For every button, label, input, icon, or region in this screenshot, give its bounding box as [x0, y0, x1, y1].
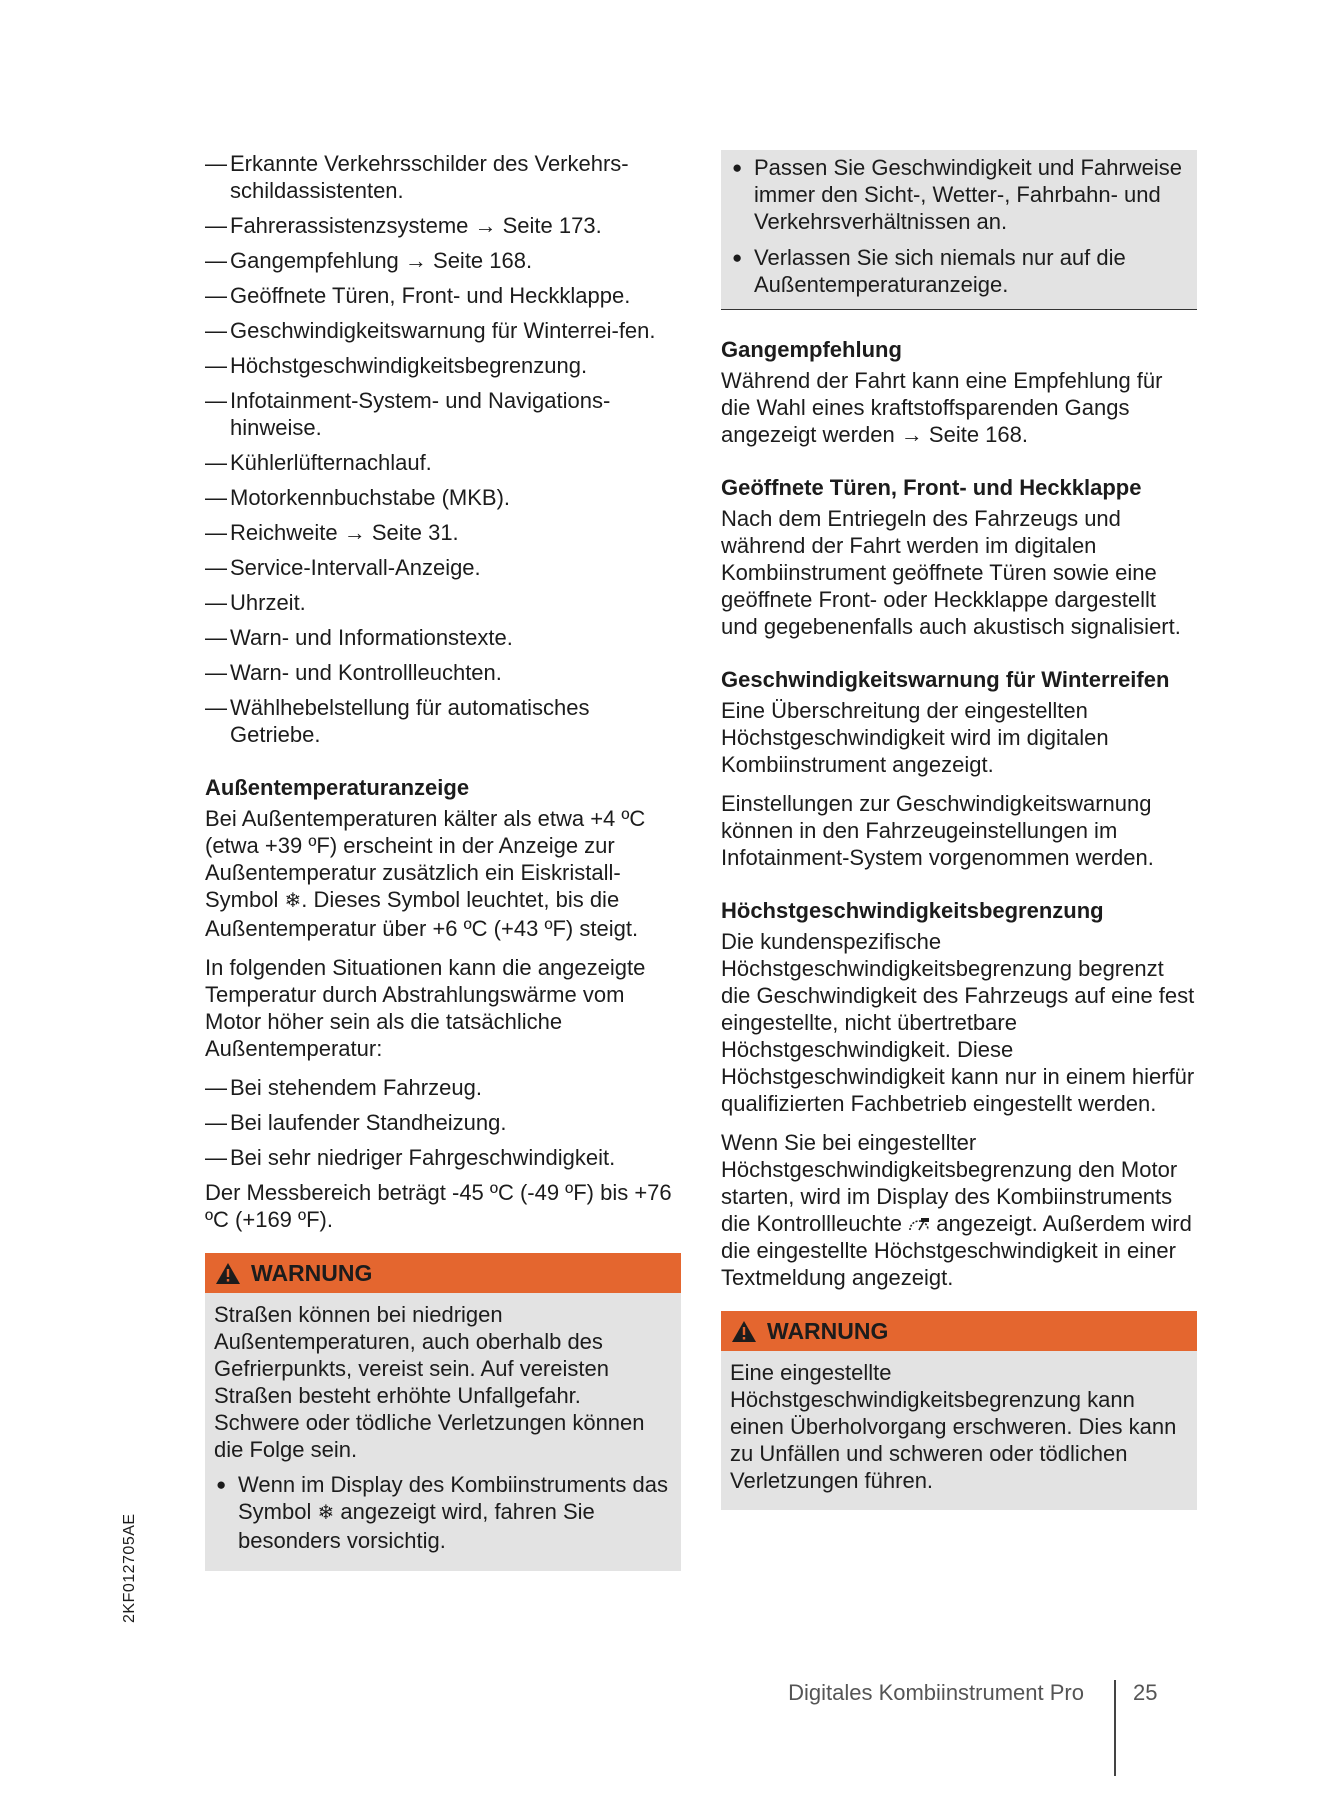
speed-limiter-icon: [908, 1217, 930, 1233]
warning-text: Eine eingestellte Höchstgeschwindigkeitsbegrenzung kann einen Überholvorgang erschweren. Dies kann zu Unfällen und schweren oder tödlichen Verletzungen führen.: [730, 1360, 1177, 1493]
warning-triangle-icon: [731, 1320, 757, 1343]
warning-title: WARNUNG: [251, 1260, 373, 1286]
situation-list: [205, 1074, 681, 1171]
list-item: — Uhrzeit.: [205, 589, 681, 616]
paragraph: Bei Außentemperaturen kälter als etwa +4 ºC (etwa +39 ºF) erscheint in der Anzeige zur Außentemperatur zusätzlich ein Eiskristall-Symbol ❄. Dieses Symbol leuchtet, bis die Außentemperatur über +6 ºC (+43 ºF) steigt.: [205, 806, 646, 941]
warning-triangle-icon: [215, 1262, 241, 1285]
warning-bullets: [214, 1471, 671, 1554]
warning-title: WARNUNG: [767, 1318, 889, 1344]
section-heading-tueren: Geöffnete Türen, Front- und Heckklappe: [721, 475, 1142, 500]
section-heading-winterreifen: Geschwindigkeitswarnung für Winterreifen: [721, 667, 1170, 692]
footer-title: Digitales Kombiinstrument Pro: [788, 1680, 1084, 1705]
paragraph: Der Messbereich beträgt -45 ºC (-49 ºF) bis +76 ºC (+169 ºF).: [205, 1180, 672, 1232]
warning-body: [205, 1293, 681, 1571]
paragraph: Einstellungen zur Geschwindigkeitswarnung können in den Fahrzeugeinstellungen im Infotainment-System vorgenommen werden.: [721, 791, 1154, 870]
warning-text: Straßen können bei niedrigen Außentemperaturen, auch oberhalb des Gefrierpunkts, vereist sein. Auf vereisten Straßen besteht erhöhte Unfallgefahr. Schwere oder tödliche Verletzungen können die Folge sein.: [214, 1302, 645, 1462]
document-code: 2KF012705AE: [121, 1513, 138, 1623]
ice-crystal-icon: ❄: [317, 1502, 335, 1524]
section-heading-aussentemperatur: Außentemperaturanzeige: [205, 775, 470, 800]
list-item: — Infotainment-System- und Navigations-hinweise.: [205, 387, 681, 441]
paragraph: Während der Fahrt kann eine Empfehlung für die Wahl eines kraftstoffsparenden Gangs angezeigt werden → Seite 168.: [721, 368, 1163, 447]
list-item: — Service-Intervall-Anzeige.: [205, 554, 681, 581]
warning-box: [205, 1253, 681, 1571]
ice-crystal-icon: ❄: [284, 890, 302, 912]
footer-divider: [1114, 1680, 1116, 1776]
list-item: — Kühlerlüfternachlauf.: [205, 449, 681, 476]
paragraph: Nach dem Entriegeln des Fahrzeugs und während der Fahrt werden im digitalen Kombiinstrument geöffnete Türen sowie eine geöffnete Front- oder Heckklappe dargestellt und gegebenenfalls auch akustisch signalisiert.: [721, 506, 1181, 639]
paragraph: Wenn Sie bei eingestellter Höchstgeschwindigkeitsbegrenzung den Motor starten, wird im Display des Kombiinstruments die Kontrollleuchte angezeigt. Außerdem wird die eingestellte Höchstgeschwindigkeit in einer Textmeldung angezeigt.: [721, 1130, 1192, 1290]
page-number: 25: [1133, 1680, 1158, 1705]
list-item: — Erkannte Verkehrsschilder des Verkehrs-schildassistenten.: [205, 150, 681, 204]
list-item: — Reichweite → Seite 31.: [205, 519, 681, 546]
list-item: — Bei sehr niedriger Fahrgeschwindigkeit.: [205, 1144, 681, 1171]
list-item: — Motorkennbuchstabe (MKB).: [205, 484, 681, 511]
warning-header: [721, 1311, 1197, 1351]
list-item: — Warn- und Informationstexte.: [205, 624, 681, 651]
list-item: — Bei laufender Standheizung.: [205, 1109, 681, 1136]
list-item: — Warn- und Kontrollleuchten.: [205, 659, 681, 686]
section-heading-gangempfehlung: Gangempfehlung: [721, 337, 902, 362]
right-column: [721, 150, 1197, 1510]
list-item: — Geschwindigkeitswarnung für Winterrei-fen.: [205, 317, 681, 344]
list-item: ● Passen Sie Geschwindigkeit und Fahrweise immer den Sicht-, Wetter-, Fahrbahn- und Verkehrsverhältnissen an.: [730, 154, 1187, 235]
paragraph: Die kundenspezifische Höchstgeschwindigkeitsbegrenzung begrenzt die Geschwindigkeit des Fahrzeugs auf eine fest eingestellte, nicht übertretbare Höchstgeschwindigkeit. Diese Höchstgeschwindigkeit kann nur in einem hierfür qualifizierten Fachbetrieb eingestellt werden.: [721, 929, 1195, 1116]
note-bullets: [730, 154, 1187, 298]
list-item: — Fahrerassistenzsysteme → Seite 173.: [205, 212, 681, 239]
note-box: [721, 150, 1197, 310]
warning-header: [205, 1253, 681, 1293]
paragraph: Eine Überschreitung der eingestellten Höchstgeschwindigkeit wird im digitalen Kombiinstrument angezeigt.: [721, 698, 1109, 777]
list-item: — Wählhebelstellung für automatisches Getriebe.: [205, 694, 681, 748]
list-item: ● Wenn im Display des Kombiinstruments das Symbol ❄ angezeigt wird, fahren Sie besonders vorsichtig.: [214, 1471, 671, 1554]
list-item: — Gangempfehlung → Seite 168.: [205, 247, 681, 274]
section-heading-hoechstgeschwindigkeit: Höchstgeschwindigkeitsbegrenzung: [721, 898, 1104, 923]
paragraph: In folgenden Situationen kann die angezeigte Temperatur durch Abstrahlungswärme vom Motor höher sein als die tatsächliche Außentemperatur:: [205, 955, 646, 1061]
warning-body: [721, 1351, 1197, 1510]
list-item: — Bei stehendem Fahrzeug.: [205, 1074, 681, 1101]
warning-box: [721, 1311, 1197, 1510]
list-item: ● Verlassen Sie sich niemals nur auf die Außentemperaturanzeige.: [730, 244, 1187, 298]
list-item: — Geöffnete Türen, Front- und Heckklappe.: [205, 282, 681, 309]
list-item: — Höchstgeschwindigkeitsbegrenzung.: [205, 352, 681, 379]
display-content-list: [205, 150, 681, 748]
left-column: [205, 150, 681, 1571]
